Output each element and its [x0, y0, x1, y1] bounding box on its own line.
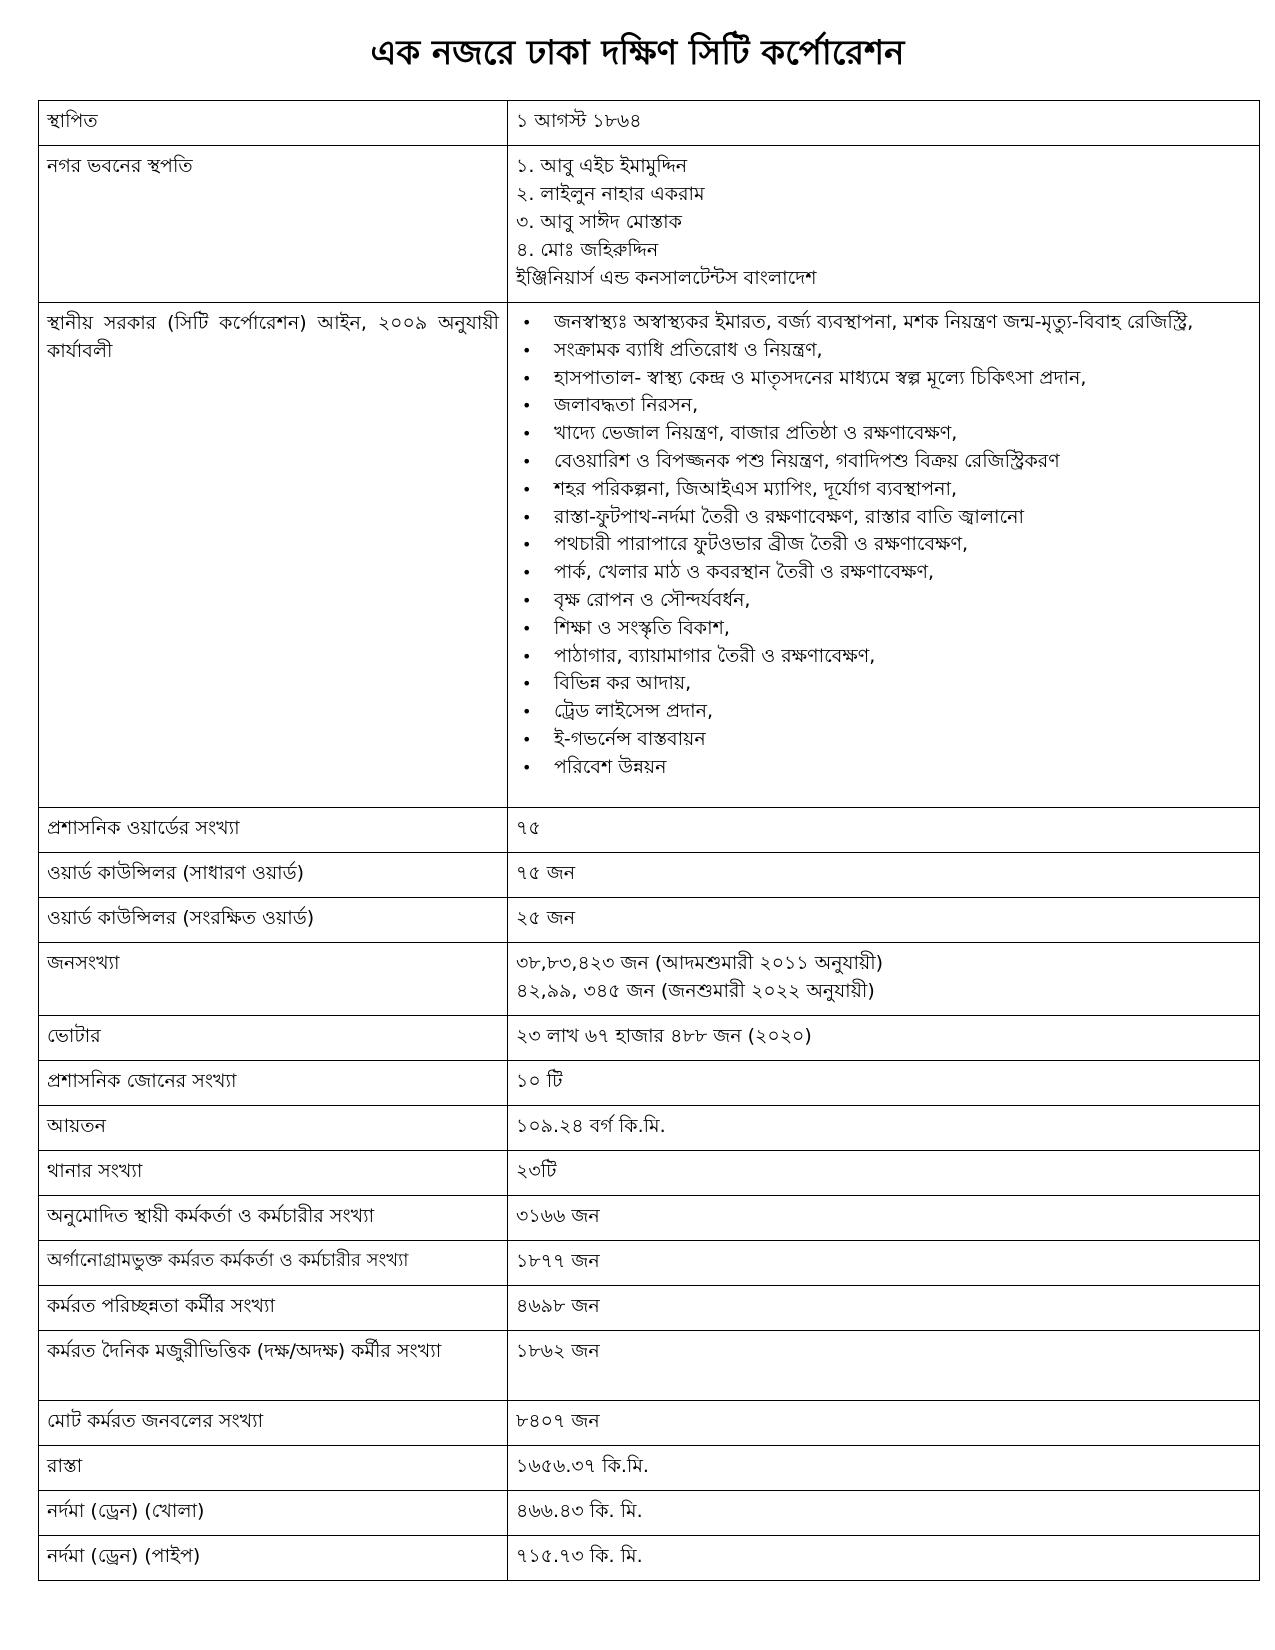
- list-item: • বৃক্ষ রোপন ও সৌন্দর্যবর্ধন,: [516, 587, 1251, 615]
- list-item: • বিভিন্ন কর আদায়,: [516, 670, 1251, 698]
- row-label: নর্দমা (ড্রেন) (খোলা): [39, 1491, 508, 1536]
- list-item: • শিক্ষা ও সংস্কৃতি বিকাশ,: [516, 615, 1251, 643]
- list-item: • পাঠাগার, ব্যায়ামাগার তৈরী ও রক্ষণাবেক্ষণ,: [516, 643, 1251, 671]
- row-value: ১৬৫৬.৩৭ কি.মি.: [508, 1446, 1260, 1491]
- row-value: ২৩টি: [508, 1151, 1260, 1196]
- bullet-icon: •: [522, 618, 532, 638]
- list-item: • খাদ্যে ভেজাল নিয়ন্ত্রণ, বাজার প্রতিষ্ঠা ও রক্ষণাবেক্ষণ,: [516, 420, 1251, 448]
- table-row: [39, 1401, 1260, 1446]
- table-row: [39, 1151, 1260, 1196]
- bullet-icon: •: [522, 590, 532, 610]
- facts-table: [38, 100, 1260, 1581]
- row-label: ভোটার: [39, 1016, 508, 1061]
- list-item: • পার্ক, খেলার মাঠ ও কবরস্থান তৈরী ও রক্ষণাবেক্ষণ,: [516, 559, 1251, 587]
- table-row: [39, 1106, 1260, 1151]
- row-label: প্রশাসনিক ওয়ার্ডের সংখ্যা: [39, 808, 508, 853]
- architects-list: [508, 146, 1260, 303]
- row-label: নর্দমা (ড্রেন) (পাইপ): [39, 1536, 508, 1581]
- table-row: [39, 943, 1260, 1016]
- list-item: • সংক্রামক ব্যাধি প্রতিরোধ ও নিয়ন্ত্রণ,: [516, 337, 1251, 365]
- population-values: [508, 943, 1260, 1016]
- table-row: [39, 1331, 1260, 1401]
- row-value: ৭১৫.৭৩ কি. মি.: [508, 1536, 1260, 1581]
- list-item: • বেওয়ারিশ ও বিপজ্জনক পশু নিয়ন্ত্রণ, গবাদিপশু বিক্রয় রেজিস্ট্রিকরণ: [516, 448, 1251, 476]
- bullet-icon: •: [522, 535, 532, 555]
- row-label: ওয়ার্ড কাউন্সিলর (সাধারণ ওয়ার্ড): [39, 853, 508, 898]
- table-row: [39, 853, 1260, 898]
- row-value: ২৩ লাখ ৬৭ হাজার ৪৮৮ জন (২০২০): [508, 1016, 1260, 1061]
- page-title: এক নজরে ঢাকা দক্ষিণ সিটি কর্পোরেশন: [370, 33, 905, 73]
- bullet-icon: •: [522, 313, 532, 332]
- list-item: • জলাবদ্ধতা নিরসন,: [516, 392, 1251, 420]
- table-row: [39, 146, 1260, 303]
- table-row: [39, 1241, 1260, 1286]
- list-item: • শহর পরিকল্পনা, জিআইএস ম্যাপিং, দূর্যোগ ব্যবস্থাপনা,: [516, 476, 1251, 504]
- bullet-icon: •: [522, 368, 532, 388]
- row-value: ১০ টি: [508, 1061, 1260, 1106]
- bullet-icon: •: [522, 757, 532, 777]
- table-row: [39, 1196, 1260, 1241]
- list-item: • হাসপাতাল- স্বাস্থ্য কেন্দ্র ও মাতৃসদনের মাধ্যমে স্বল্প মূল্যে চিকিৎসা প্রদান,: [516, 365, 1251, 393]
- population-2011: ৩৮,৮৩,৪২৩ জন (আদমশুমারী ২০১১ অনুযায়ী): [516, 952, 884, 974]
- row-value: ৮৪০৭ জন: [508, 1401, 1260, 1446]
- bullet-icon: •: [522, 340, 532, 360]
- row-value: ২৫ জন: [508, 898, 1260, 943]
- table-row: [39, 898, 1260, 943]
- bullet-icon: •: [522, 729, 532, 749]
- row-value: ১৮৬২ জন: [508, 1331, 1260, 1401]
- row-label: জনসংখ্যা: [39, 943, 508, 1016]
- row-label: প্রশাসনিক জোনের সংখ্যা: [39, 1061, 508, 1106]
- architect-name: ২. লাইলুন নাহার একরাম: [516, 183, 705, 205]
- row-value: ১০৯.২৪ বর্গ কি.মি.: [508, 1106, 1260, 1151]
- list-item: • ট্রেড লাইসেন্স প্রদান,: [516, 698, 1251, 726]
- table-row: [39, 101, 1260, 146]
- list-item: • রাস্তা-ফুটপাথ-নর্দমা তৈরী ও রক্ষণাবেক্ষণ, রাস্তার বাতি জ্বালানো: [516, 504, 1251, 532]
- table-row: [39, 808, 1260, 853]
- table-row: [39, 1446, 1260, 1491]
- bullet-icon: •: [522, 507, 532, 527]
- row-value: ৩১৬৬ জন: [508, 1196, 1260, 1241]
- bullet-icon: •: [522, 396, 532, 416]
- table-row: [39, 1536, 1260, 1581]
- row-label: নগর ভবনের স্থপতি: [39, 146, 508, 303]
- functions-list-cell: [508, 303, 1260, 808]
- architect-name: ১. আবু এইচ ইমামুদ্দিন: [516, 155, 688, 177]
- architect-firm: ইঞ্জিনিয়ার্স এন্ড কনসালটেন্টস বাংলাদেশ: [516, 267, 817, 289]
- list-item: • পরিবেশ উন্নয়ন: [516, 754, 1251, 782]
- row-label: স্থানীয় সরকার (সিটি কর্পোরেশন) আইন, ২০০৯ অনুযায়ী কার্যাবলী: [39, 303, 508, 808]
- population-2022: ৪২,৯৯, ৩৪৫ জন (জনশুমারী ২০২২ অনুযায়ী): [516, 980, 875, 1002]
- bullet-icon: •: [522, 563, 532, 583]
- architect-name: ৪. মোঃ জহিরুদ্দিন: [516, 239, 659, 261]
- list-item: • পথচারী পারাপারে ফুটওভার ব্রীজ তৈরী ও রক্ষণাবেক্ষণ,: [516, 531, 1251, 559]
- table-row: [39, 1286, 1260, 1331]
- table-row: [39, 1491, 1260, 1536]
- bullet-icon: •: [522, 646, 532, 666]
- row-label: থানার সংখ্যা: [39, 1151, 508, 1196]
- bullet-icon: •: [522, 479, 532, 499]
- list-item: • জনস্বাস্থ্যঃ অস্বাস্থ্যকর ইমারত, বর্জ্য ব্যবস্থাপনা, মশক নিয়ন্ত্রণ জন্ম-মৃত্যু-বিবাহ রেজিস্ট্রি,: [516, 309, 1251, 337]
- row-label: অনুমোদিত স্থায়ী কর্মকর্তা ও কর্মচারীর সংখ্যা: [39, 1196, 508, 1241]
- table-row: [39, 303, 1260, 808]
- list-item: • ই-গভর্নেন্স বাস্তবায়ন: [516, 726, 1251, 754]
- bullet-icon: •: [522, 702, 532, 722]
- row-value: ৭৫: [508, 808, 1260, 853]
- bullet-icon: •: [522, 451, 532, 471]
- table-row: [39, 1061, 1260, 1106]
- row-label: ওয়ার্ড কাউন্সিলর (সংরক্ষিত ওয়ার্ড): [39, 898, 508, 943]
- row-value: ৭৫ জন: [508, 853, 1260, 898]
- table-row: [39, 1016, 1260, 1061]
- architect-name: ৩. আবু সাঈদ মোস্তাক: [516, 211, 682, 233]
- bullet-icon: •: [522, 674, 532, 694]
- row-value: ৪৬৬.৪৩ কি. মি.: [508, 1491, 1260, 1536]
- row-value: ১ আগস্ট ১৮৬৪: [508, 101, 1260, 146]
- row-label: মোট কর্মরত জনবলের সংখ্যা: [39, 1401, 508, 1446]
- row-label: কর্মরত পরিচ্ছন্নতা কর্মীর সংখ্যা: [39, 1286, 508, 1331]
- row-label: স্থাপিত: [39, 101, 508, 146]
- row-label: আয়তন: [39, 1106, 508, 1151]
- row-label: রাস্তা: [39, 1446, 508, 1491]
- bullet-icon: •: [522, 424, 532, 444]
- row-label: কর্মরত দৈনিক মজুরীভিত্তিক (দক্ষ/অদক্ষ) কর্মীর সংখ্যা: [39, 1331, 508, 1401]
- row-label: অর্গানোগ্রামভুক্ত কর্মরত কর্মকর্তা ও কর্মচারীর সংখ্যা: [39, 1241, 508, 1286]
- functions-list: [516, 309, 1251, 782]
- row-value: ১৮৭৭ জন: [508, 1241, 1260, 1286]
- row-value: ৪৬৯৮ জন: [508, 1286, 1260, 1331]
